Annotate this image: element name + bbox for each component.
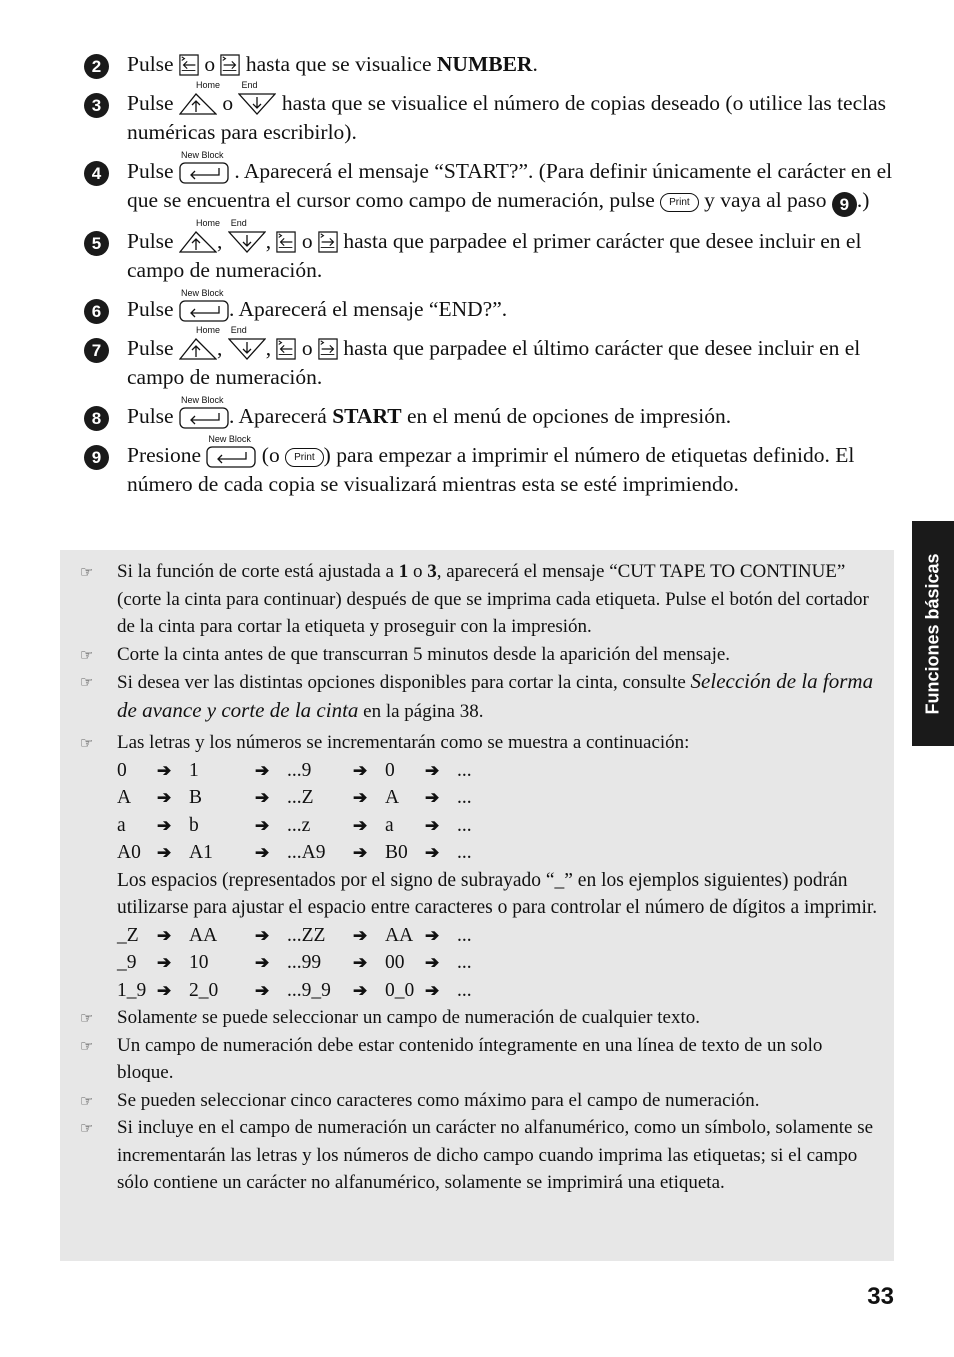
arrow-right-icon: ➔ [353, 760, 368, 780]
sequence-value: 0 [385, 759, 395, 781]
pointing-hand-icon: ☞ [80, 673, 94, 691]
sequence-value: b [189, 814, 199, 836]
pointing-hand-icon: ☞ [80, 1091, 94, 1110]
sequence-value: ... [457, 759, 472, 781]
step-number: 2 [84, 54, 109, 79]
sequence-row [117, 757, 497, 785]
arrow-right-icon: ➔ [425, 788, 440, 807]
arrow-right-icon: ➔ [255, 980, 270, 1000]
sequence-value: ... [457, 814, 472, 836]
step-number: 8 [84, 406, 109, 431]
note-single-line: ☞ Un campo de numeración debe estar contenido íntegramente en una línea de texto de un solo bloque. [80, 1034, 823, 1083]
cursor-up-key-icon: Home [179, 337, 217, 361]
note-cut-tape: ☞ Si la función de corte está ajustada a 1 o 3, aparecerá el mensaje “CUT TAPE TO CONTINUE” (corte la cinta para continuar) después de que se imprima cada etiqueta. Pulse el botón del cortador de la cinta para cortar la etiqueta y proseguir con la impresión. [80, 561, 869, 637]
arrow-right-icon: ➔ [255, 760, 270, 780]
step-6: 6 Pulse New Block . Aparecerá el mensaje “END?”. [84, 295, 904, 324]
arrow-right-icon: ➔ [353, 980, 368, 1000]
step-reference: 9 [832, 192, 857, 217]
sequence-value: 2_0 [189, 979, 219, 1001]
note-non-alphanumeric: ☞ Si incluye en el campo de numeración un carácter no alfanumérico, como un símbolo, solamente se incrementarán las letras y los números de dicho campo cuando imprima las etiquetas; si el campo sólo contiene un carácter no alfanumérico, solamente se imprimirá una etiqueta. [80, 1117, 874, 1193]
print-key-icon: Print [660, 193, 699, 212]
enter-key-icon: New Block [179, 300, 229, 322]
enter-key-icon: New Block [179, 407, 229, 429]
cursor-down-key-icon: End [228, 337, 266, 361]
arrow-right-icon: ➔ [157, 788, 172, 807]
sequence-row [117, 977, 497, 1005]
arrow-right-icon: ➔ [425, 980, 440, 1000]
arrow-right-icon: ➔ [353, 953, 368, 972]
sequence-value: 1_9 [117, 979, 147, 1001]
step-5: 5 Pulse Home , End , o hasta que parpadee el primer carácter que desee incluir en el campo de numeración. [84, 227, 904, 285]
sequence-value: ... [457, 952, 472, 973]
spaces-sequence-table [60, 922, 894, 1005]
notes-box [60, 550, 894, 1261]
sequence-value: ... [457, 924, 472, 946]
sequence-value: A [117, 787, 132, 808]
cursor-left-key-icon [179, 53, 199, 77]
enter-key-icon: New Block [179, 162, 229, 184]
arrow-right-icon: ➔ [255, 953, 270, 972]
section-tab-label: Funciones básicas [922, 552, 943, 715]
print-key-icon: Print [285, 448, 324, 467]
note-max-chars: ☞ Se pueden seleccionar cinco caracteres como máximo para el campo de numeración. [60, 1087, 878, 1115]
sequence-value: ...A9 [287, 842, 326, 863]
note-cut-options: ☞ Si desea ver las distintas opciones disponibles para cortar la cinta, consulte Selección de la forma de avance y corte de la cinta en la página 38. [80, 669, 874, 722]
step-number: 9 [84, 445, 109, 470]
arrow-right-icon: ➔ [157, 760, 172, 780]
step-number: 6 [84, 299, 109, 324]
note-increment: ☞ Las letras y los números se incrementarán como se muestra a continuación: [60, 729, 878, 757]
cursor-up-key-icon: Home [179, 92, 217, 116]
step-9: 9 Presione New Block (o Print ) para empezar a imprimir el número de etiquetas definido. El número de cada copia se visualizará mientras esta se esté imprimiendo. [84, 441, 904, 499]
pointing-hand-icon: ☞ [80, 645, 94, 664]
arrow-right-icon: ➔ [255, 843, 270, 862]
sequence-value: 10 [189, 952, 209, 973]
arrow-right-icon: ➔ [157, 843, 172, 862]
cross-reference: Selección de la forma de avance y corte de la cinta [117, 669, 874, 722]
arrow-right-icon: ➔ [353, 843, 368, 862]
step-7: 7 Pulse Home , End , o hasta que parpadee el último carácter que desee incluir en el campo de numeración. [84, 334, 904, 392]
arrow-right-icon: ➔ [157, 953, 172, 972]
cursor-down-key-icon: End [238, 92, 276, 116]
sequence-row [117, 922, 497, 950]
arrow-right-icon: ➔ [425, 760, 440, 780]
step-4: 4 Pulse New Block . Aparecerá el mensaje “START?”. (Para definir únicamente el carácter en el que se encuentra el cursor como campo de numeración, pulse Print y vaya al paso 9 .) [84, 157, 904, 217]
arrow-right-icon: ➔ [255, 925, 270, 945]
step-number: 4 [84, 161, 109, 186]
arrow-right-icon: ➔ [425, 815, 440, 835]
spaces-paragraph: Los espacios (representados por el signo de subrayado “_” en los ejemplos siguientes) podrán utilizarse para ajustar el espacio entre caracteres o para controlar el número de dígitos a imprimir. [117, 869, 878, 918]
arrow-right-icon: ➔ [353, 788, 368, 807]
arrow-right-icon: ➔ [425, 843, 440, 862]
sequence-value: ... [457, 979, 472, 1001]
step-3: 3 Pulse Home o End hasta que se visualice el número de copias deseado (o utilice las teclas numéricas para escribirlo). [84, 89, 904, 147]
step-number: 3 [84, 93, 109, 118]
step-8: 8 Pulse New Block . Aparecerá START en el menú de opciones de impresión. [84, 402, 904, 431]
sequence-value: A [385, 787, 400, 808]
cursor-right-key-icon [318, 337, 338, 361]
step-number: 5 [84, 231, 109, 256]
arrow-right-icon: ➔ [255, 815, 270, 835]
sequence-value: 0 [117, 759, 127, 781]
sequence-value: ...ZZ [287, 924, 326, 946]
sequence-value: a [117, 814, 126, 836]
sequence-value: B0 [385, 842, 408, 863]
steps-list [84, 50, 904, 509]
page-number: 33 [867, 1283, 894, 1310]
sequence-value: 1 [189, 759, 199, 781]
sequence-value: ...99 [287, 952, 322, 973]
cursor-right-key-icon [220, 53, 240, 77]
sequence-value: 0_0 [385, 979, 415, 1001]
sequence-value: ...z [287, 814, 311, 836]
sequence-row [117, 949, 497, 977]
increment-sequence-table [60, 757, 894, 867]
cursor-up-key-icon: Home [179, 230, 217, 254]
pointing-hand-icon: ☞ [80, 563, 94, 581]
arrow-right-icon: ➔ [157, 815, 172, 835]
arrow-right-icon: ➔ [353, 925, 368, 945]
pointing-hand-icon: ☞ [80, 734, 94, 752]
cursor-down-key-icon: End [228, 230, 266, 254]
sequence-value: _Z [117, 924, 139, 946]
sequence-value: ...9_9 [287, 979, 331, 1001]
sequence-value: a [385, 814, 394, 836]
sequence-value: A1 [189, 842, 213, 863]
sequence-value: AA [385, 924, 414, 946]
sequence-row [117, 839, 497, 867]
arrow-right-icon: ➔ [425, 925, 440, 945]
sequence-value: _9 [117, 952, 137, 973]
cursor-left-key-icon [276, 230, 296, 254]
cursor-left-key-icon [276, 337, 296, 361]
cursor-right-key-icon [318, 230, 338, 254]
step-number: 7 [84, 338, 109, 363]
sequence-value: ... [457, 787, 472, 808]
arrow-right-icon: ➔ [255, 788, 270, 807]
sequence-value: ...Z [287, 787, 314, 808]
pointing-hand-icon: ☞ [80, 1119, 94, 1137]
step-2: 2 Pulse o hasta que se visualice NUMBER. [84, 50, 904, 79]
sequence-value: ... [457, 842, 472, 863]
section-tab [912, 521, 954, 746]
pointing-hand-icon: ☞ [80, 1036, 94, 1055]
arrow-right-icon: ➔ [157, 925, 172, 945]
arrow-right-icon: ➔ [157, 980, 172, 1000]
sequence-value: 00 [385, 952, 405, 973]
pointing-hand-icon: ☞ [80, 1009, 94, 1027]
note-cut-timeout: ☞ Corte la cinta antes de que transcurran 5 minutos desde la aparición del mensaje. [60, 641, 878, 669]
arrow-right-icon: ➔ [353, 815, 368, 835]
sequence-value: A0 [117, 842, 141, 863]
enter-key-icon: New Block [206, 446, 256, 468]
sequence-value: AA [189, 924, 218, 946]
sequence-value: ...9 [287, 759, 312, 781]
sequence-value: B [189, 787, 203, 808]
note-single-field: ☞ Solamente se puede seleccionar un campo de numeración de cualquier texto. [60, 1004, 878, 1032]
sequence-row [117, 812, 497, 840]
sequence-row [117, 784, 497, 812]
arrow-right-icon: ➔ [425, 953, 440, 972]
